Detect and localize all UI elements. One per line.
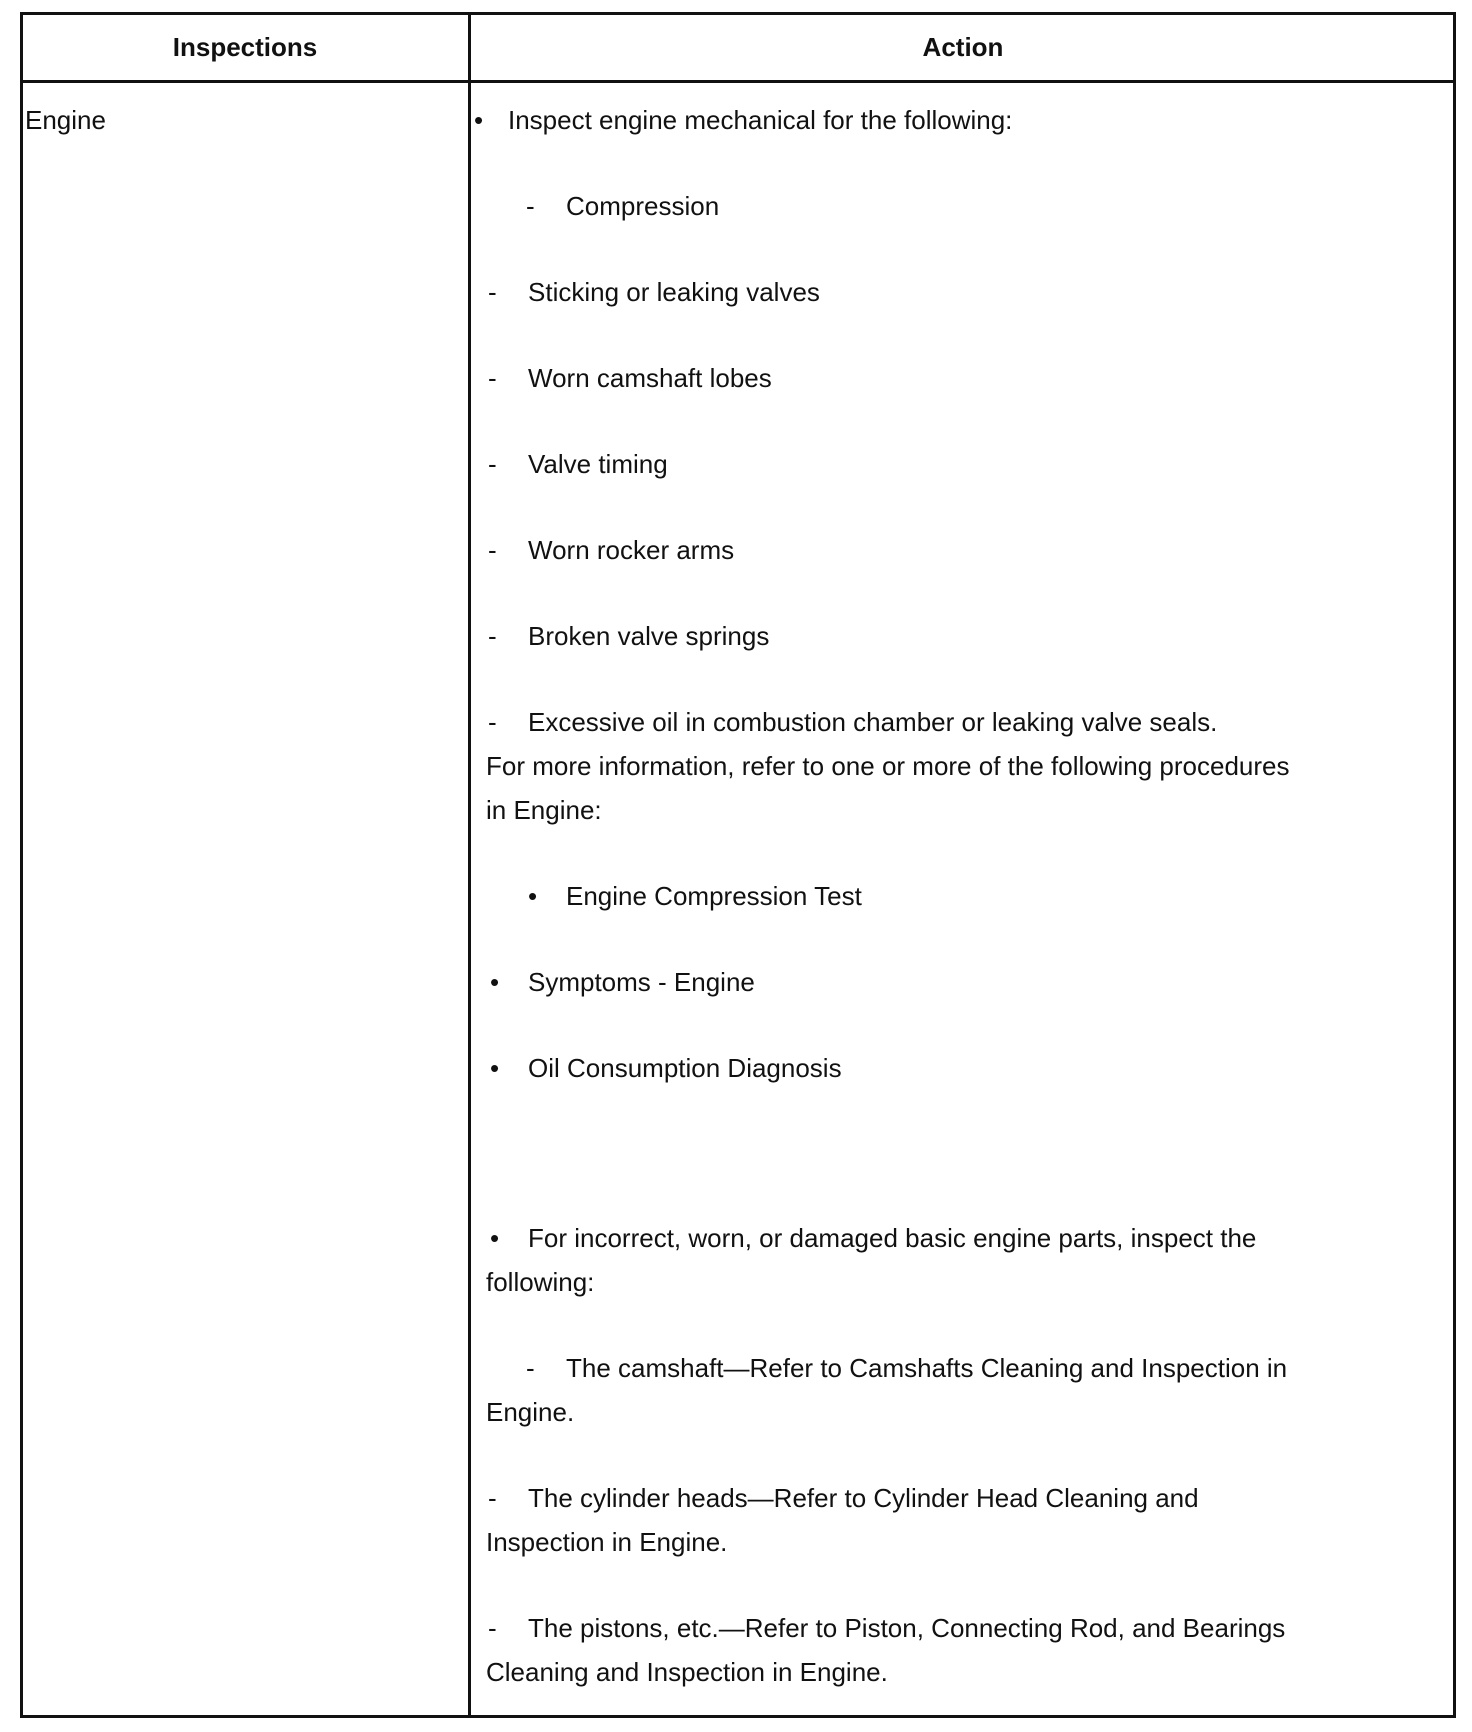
part-item: The cylinder heads—Refer to Cylinder Head Cleaning and — [528, 1483, 1199, 1513]
check-item: Sticking or leaking valves — [528, 277, 820, 307]
dash-marker: - — [526, 191, 535, 221]
header-action: Action — [922, 31, 1004, 62]
check-item: Valve timing — [528, 449, 668, 479]
part-item-cont: Cleaning and Inspection in Engine. — [486, 1657, 888, 1687]
check-item: Worn camshaft lobes — [528, 363, 772, 393]
row-inspection-engine: Engine — [25, 105, 106, 135]
check-item: Excessive oil in combustion chamber or leaking valve seals. — [528, 707, 1218, 737]
bullet-marker: • — [490, 1223, 500, 1253]
dash-marker: - — [488, 363, 497, 393]
bullet-marker: • — [490, 1053, 500, 1083]
part-item-cont: Inspection in Engine. — [486, 1527, 728, 1557]
part-item: The pistons, etc.—Refer to Piston, Connecting Rod, and Bearings — [528, 1613, 1286, 1643]
bullet-marker: • — [490, 967, 500, 997]
part-item-cont: Engine. — [486, 1397, 575, 1427]
procedure-item: Engine Compression Test — [566, 881, 862, 911]
bullet-marker: • — [528, 881, 538, 911]
dash-marker: - — [488, 277, 497, 307]
dash-marker: - — [488, 707, 497, 737]
column-divider — [468, 12, 471, 1718]
dash-marker: - — [488, 621, 497, 651]
more-info-text: For more information, refer to one or more of the following procedures — [486, 751, 1290, 781]
check-item: Worn rocker arms — [528, 535, 735, 565]
header-inspections: Inspections — [172, 31, 318, 62]
parts-intro: For incorrect, worn, or damaged basic engine parts, inspect the — [528, 1223, 1257, 1253]
parts-intro-cont: following: — [486, 1267, 595, 1297]
dash-marker: - — [488, 1483, 497, 1513]
check-item: Broken valve springs — [528, 621, 770, 651]
check-item: Compression — [566, 191, 720, 221]
dash-marker: - — [488, 1613, 497, 1643]
dash-marker: - — [488, 449, 497, 479]
bullet-marker: • — [474, 105, 484, 135]
part-item: The camshaft—Refer to Camshafts Cleaning and Inspection in — [566, 1353, 1288, 1383]
procedure-item: Oil Consumption Diagnosis — [528, 1053, 842, 1083]
dash-marker: - — [488, 535, 497, 565]
procedure-item: Symptoms - Engine — [528, 967, 755, 997]
more-info-text-cont: in Engine: — [486, 795, 602, 825]
dash-marker: - — [526, 1353, 535, 1383]
action-intro: Inspect engine mechanical for the following: — [508, 105, 1013, 135]
inspection-table — [20, 12, 1456, 1718]
